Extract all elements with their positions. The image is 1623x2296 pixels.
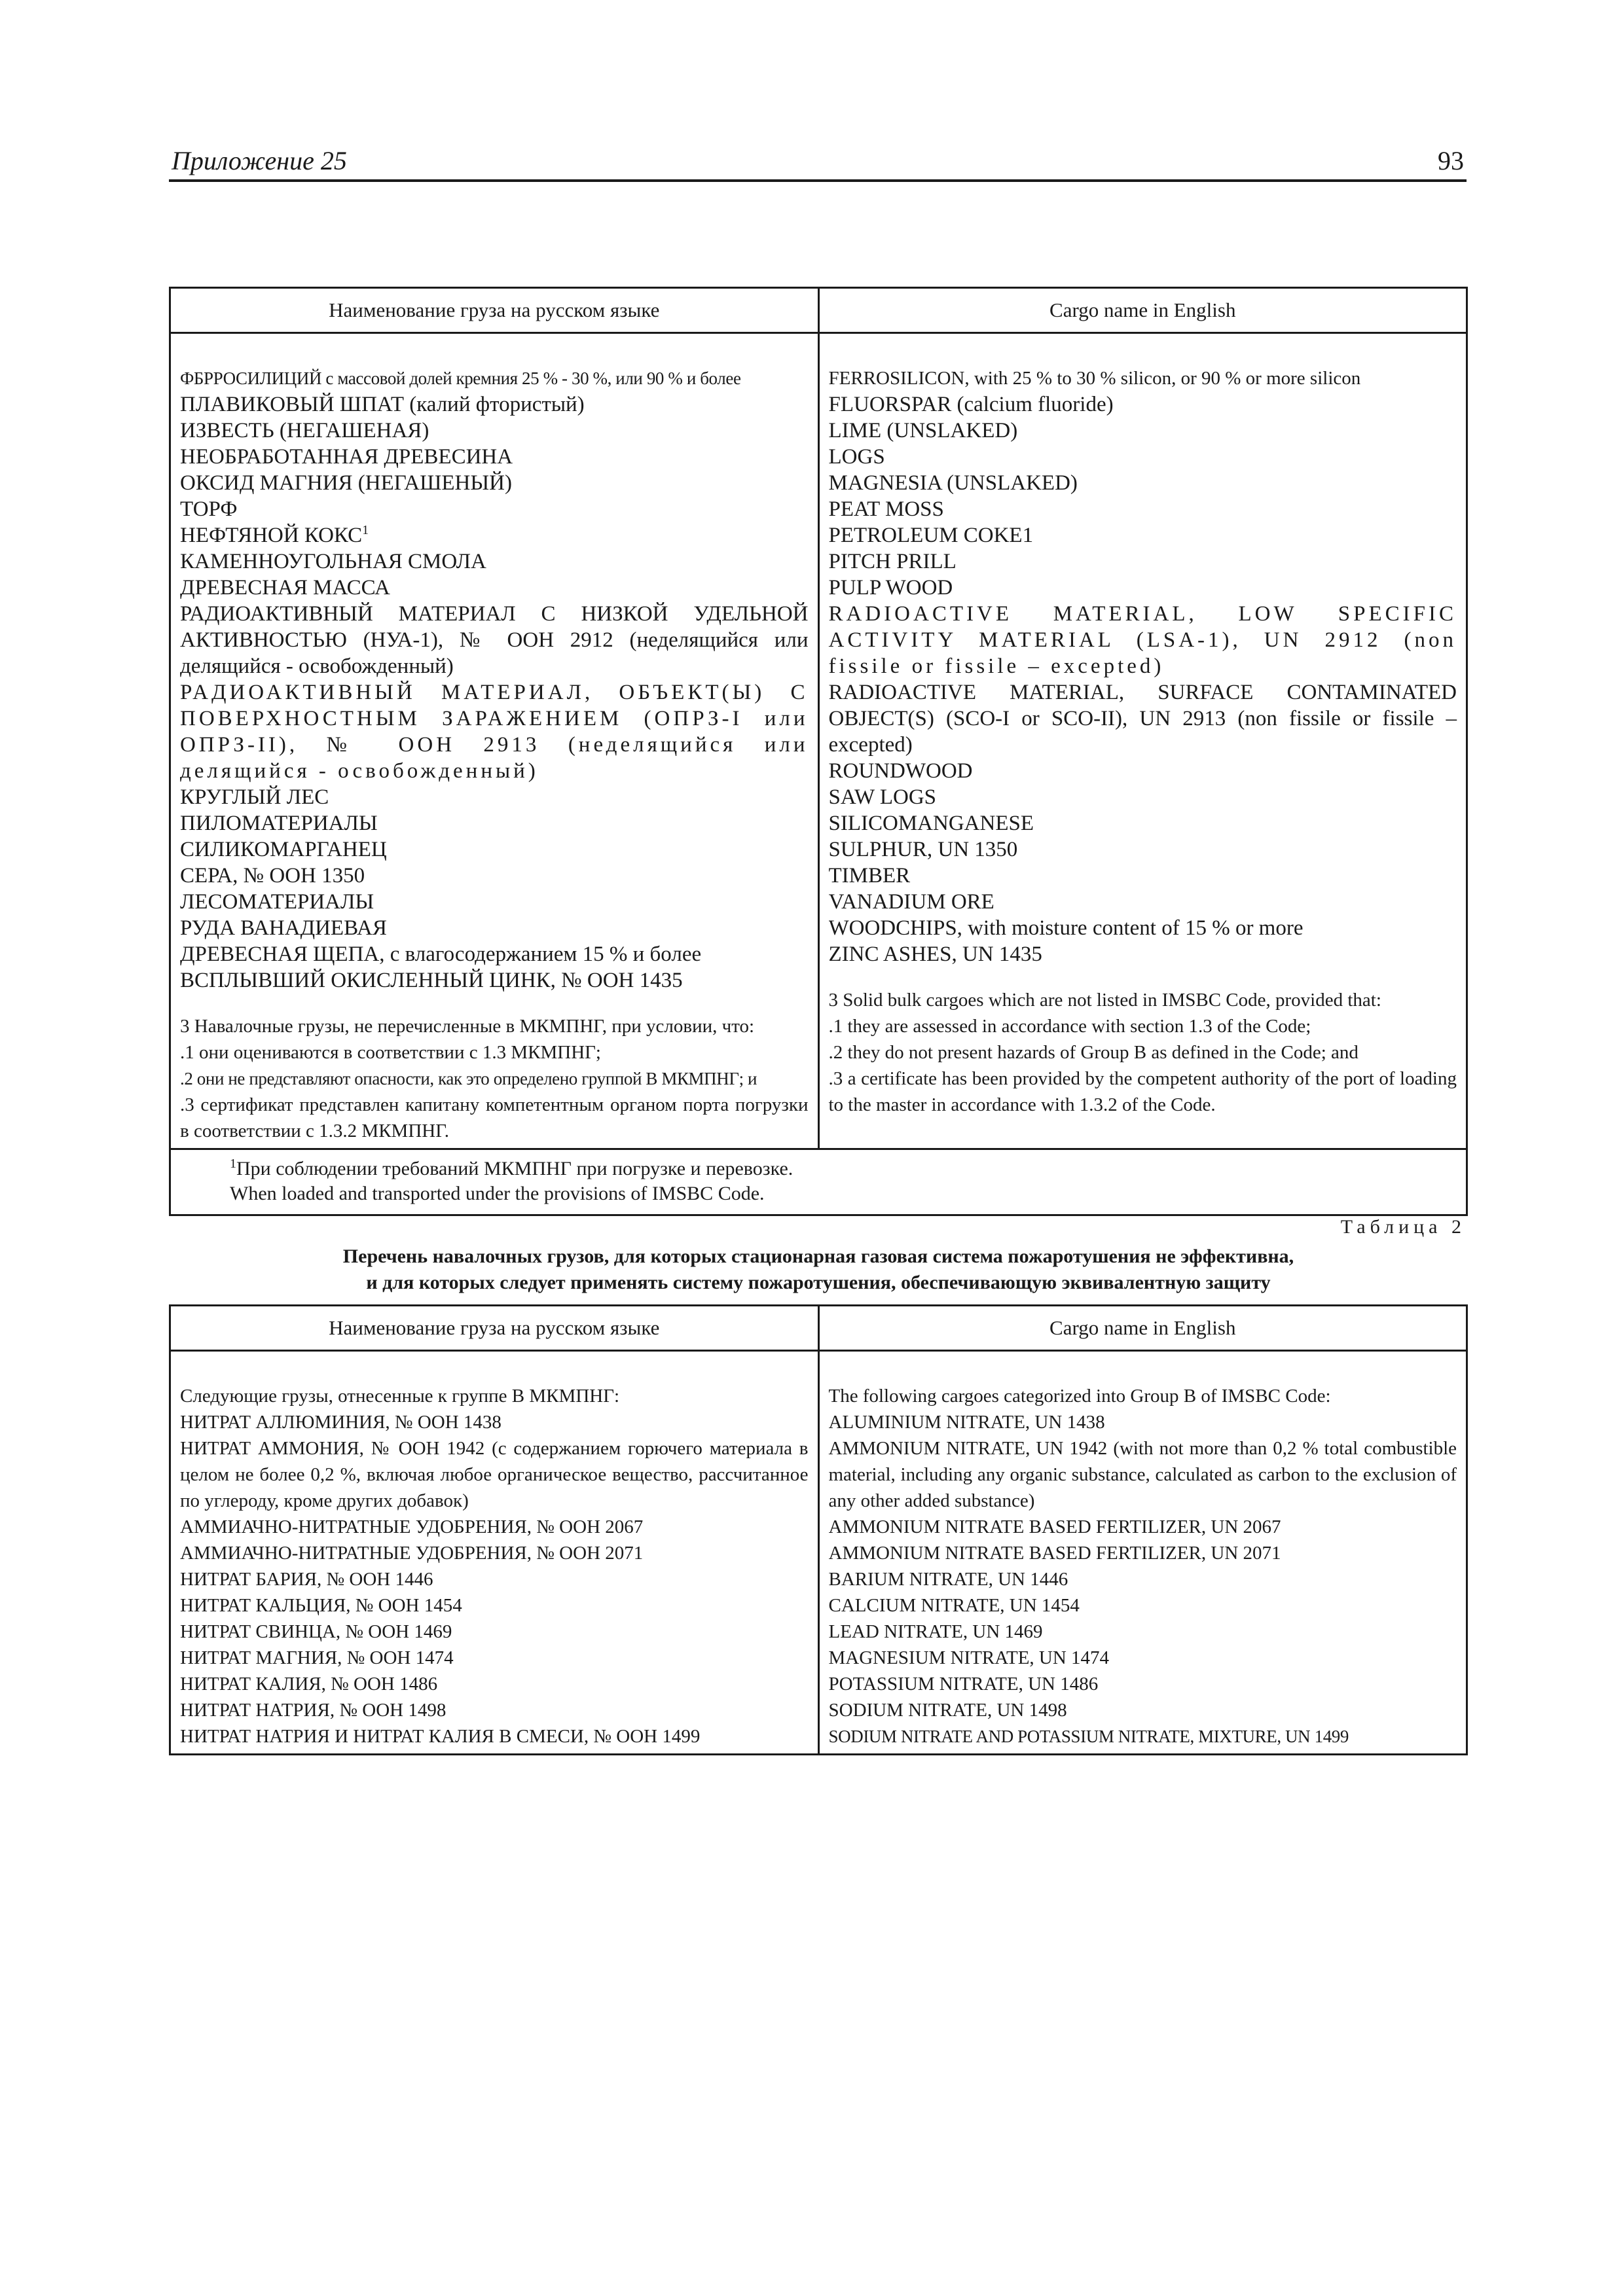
list-item: ROUNDWOOD [828,759,973,783]
ru-cargo-list [170,1351,819,1755]
list-item: КРУГЛЫЙ ЛЕС [180,785,329,809]
list-item: CALCIUM NITRATE, UN 1454 [828,1595,1080,1616]
note-line: 3 Solid bulk cargoes which are not listed in IMSBC Code, provided that: [828,990,1381,1011]
list-item: RADIOACTIVE MATERIAL, LOW SPECIFIC ACTIVITY MATERIAL (LSA-1), UN 2912 (non fissile or fissile – excepted) [828,602,1457,678]
list-item: LOGS [828,445,885,469]
table-header-row [170,1306,1467,1351]
list-item: ИЗВЕСТЬ (НЕГАШЕНАЯ) [180,419,429,442]
header-ru: Наименование груза на русском языке [170,288,819,333]
list-item: WOODCHIPS, with moisture content of 15 % or more [828,916,1304,940]
list-item: LIME (UNSLAKED) [828,419,1018,442]
en-cargo-list [818,1351,1467,1755]
note-line: .1 they are assessed in accordance with section 1.3 of the Code; [828,1016,1311,1037]
list-item: PEAT MOSS [828,497,944,521]
list-item: НИТРАТ КАЛИЯ, № ООН 1486 [180,1674,438,1695]
list-item: MAGNESIUM NITRATE, UN 1474 [828,1647,1110,1668]
list-item: SODIUM NITRATE AND POTASSIUM NITRATE, MIXTURE, UN 1499 [828,1727,1349,1746]
page-header [169,145,1467,182]
list-item: FLUORSPAR (calcium fluoride) [828,393,1114,416]
list-item: ВСПЛЫВШИЙ ОКИСЛЕННЫЙ ЦИНК, № ООН 1435 [180,969,683,992]
footnote-mark: 1 [230,1157,236,1171]
list-item: The following cargoes categorized into Group B of IMSBC Code: [828,1386,1331,1407]
list-item: ALUMINIUM NITRATE, UN 1438 [828,1412,1105,1433]
header-ru: Наименование груза на русском языке [170,1306,819,1351]
list-item: НИТРАТ БАРИЯ, № ООН 1446 [180,1569,433,1590]
table-body-row [170,333,1467,1149]
list-item: BARIUM NITRATE, UN 1446 [828,1569,1068,1590]
list-item: POTASSIUM NITRATE, UN 1486 [828,1674,1099,1695]
note-line: .3 a certificate has been provided by the competent authority of the port of loading to the master in accordance with 1.3.2 of the Code. [828,1068,1457,1115]
header-en: Cargo name in English [818,288,1467,333]
footnote-mark: 1 [362,523,369,537]
header-en: Cargo name in English [818,1306,1467,1351]
list-item: ТОРФ [180,497,238,521]
list-item: AMMONIUM NITRATE, UN 1942 (with not more than 0,2 % total combustible material, including any organic substance, calculated as carbon to the exclusion of any other added substance) [828,1438,1457,1511]
cargo-table-2 [169,1304,1468,1755]
list-item: AMMONIUM NITRATE BASED FERTILIZER, UN 2071 [828,1543,1281,1564]
list-item: RADIOACTIVE MATERIAL, SURFACE CONTAMINATED OBJECT(S) (SCO-I or SCO-II), UN 2913 (non fissile or fissile – excepted) [828,681,1457,757]
table-body-row [170,1351,1467,1755]
list-item: AMMONIUM NITRATE BASED FERTILIZER, UN 2067 [828,1516,1281,1537]
list-item: АММИАЧНО-НИТРАТНЫЕ УДОБРЕНИЯ, № ООН 2067 [180,1516,644,1537]
list-item: СИЛИКОМАРГАНЕЦ [180,838,387,861]
caption-line: Перечень навалочных грузов, для которых стационарная газовая система пожаротушения не эффективна, [342,1246,1294,1267]
list-item: ПИЛОМАТЕРИАЛЫ [180,812,378,835]
list-item: Следующие грузы, отнесенные к группе В МКМПНГ: [180,1386,620,1407]
list-item: PITCH PRILL [828,550,957,573]
caption-line: и для которых следует применять систему пожаротушения, обеспечивающую эквивалентную защиту [366,1272,1271,1293]
footnote-row [170,1149,1467,1215]
list-item: НИТРАТ КАЛЬЦИЯ, № ООН 1454 [180,1595,462,1616]
list-item: SULPHUR, UN 1350 [828,838,1018,861]
list-item: НИТРАТ СВИНЦА, № ООН 1469 [180,1621,452,1642]
list-item: РАДИОАКТИВНЫЙ МАТЕРИАЛ С НИЗКОЙ УДЕЛЬНОЙ АКТИВНОСТЬЮ (НУА-1), № ООН 2912 (неделящийся или делящийся - освобожденный) [180,602,809,678]
list-item: НИТРАТ АММОНИЯ, № ООН 1942 (с содержанием горючего материала в целом не более 0,2 %, включая любое органическое вещество, рассчитанное по углероду, кроме других добавок) [180,1438,809,1511]
list-item: ЛЕСОМАТЕРИАЛЫ [180,890,374,914]
list-item: FERROSILICON, with 25 % to 30 % silicon, or 90 % or more silicon [828,368,1361,389]
table-header-row [170,288,1467,333]
footnote [170,1149,1467,1215]
list-item: КАМЕННОУГОЛЬНАЯ СМОЛА [180,550,486,573]
note-line: 3 Навалочные грузы, не перечисленные в МКМПНГ, при условии, что: [180,1016,755,1037]
list-item: ДРЕВЕСНАЯ ЩЕПА, с влагосодержанием 15 % и более [180,942,702,966]
ru-cargo-list [170,333,819,1149]
list-item: ОКСИД МАГНИЯ (НЕГАШЕНЫЙ) [180,471,512,495]
list-item: АММИАЧНО-НИТРАТНЫЕ УДОБРЕНИЯ, № ООН 2071 [180,1543,644,1564]
appendix-title: Приложение 25 [172,146,347,175]
footnote-en: When loaded and transported under the provisions of IMSBC Code. [230,1183,765,1204]
list-item: PETROLEUM COKE1 [828,524,1034,547]
note-line: .2 they do not present hazards of Group B as defined in the Code; and [828,1042,1359,1063]
list-item: ФБРРОСИЛИЦИЙ с массовой долей кремния 25 % - 30 %, или 90 % и более [180,368,741,388]
page-number: 93 [1438,146,1464,175]
list-item: ZINC ASHES, UN 1435 [828,942,1042,966]
list-item: TIMBER [828,864,911,888]
list-item: РАДИОАКТИВНЫЙ МАТЕРИАЛ, ОБЪЕКТ(Ы) С ПОВЕРХНОСТНЫМ ЗАРАЖЕНИЕМ (ОПРЗ-I или ОПРЗ-II), № ООН 2913 (неделящийся или делящийся - освобожденный) [180,681,809,783]
list-item: НЕФТЯНОЙ КОКС$^1$ [180,523,369,547]
list-item: НИТРАТ МАГНИЯ, № ООН 1474 [180,1647,454,1668]
note-line: .3 сертификат представлен капитану компетентным органом порта погрузки в соответствии с 1.3.2 МКМПНГ. [180,1094,809,1141]
list-item: РУДА ВАНАДИЕВАЯ [180,916,387,940]
list-item: SODIUM NITRATE, UN 1498 [828,1700,1067,1721]
list-item: SILICOMANGANESE [828,812,1034,835]
list-item: LEAD NITRATE, UN 1469 [828,1621,1043,1642]
list-item: НИТРАТ НАТРИЯ И НИТРАТ КАЛИЯ В СМЕСИ, № ООН 1499 [180,1726,701,1747]
en-cargo-list [818,333,1467,1149]
table-caption [169,1244,1468,1296]
cargo-table-1 [169,287,1468,1216]
list-item: НИТРАТ АЛЛЮМИНИЯ, № ООН 1438 [180,1412,501,1433]
list-item: SAW LOGS [828,785,937,809]
list-item: ПЛАВИКОВЫЙ ШПАТ (калий фтористый) [180,393,585,416]
table-label: Таблица 2 [1340,1216,1466,1238]
list-item: MAGNESIA (UNSLAKED) [828,471,1078,495]
note-line: .2 они не представляют опасности, как это определено группой В МКМПНГ; и [180,1069,757,1088]
footnote-ru: $^1$При соблюдении требований МКМПНГ при погрузке и перевозке. [230,1157,793,1179]
list-item: НИТРАТ НАТРИЯ, № ООН 1498 [180,1700,447,1721]
list-item: СЕРА, № ООН 1350 [180,864,365,888]
list-item: PULP WOOD [828,576,953,600]
list-item: VANADIUM ORE [828,890,994,914]
note-line: .1 они оцениваются в соответствии с 1.3 МКМПНГ; [180,1042,601,1063]
list-item: ДРЕВЕСНАЯ МАССА [180,576,390,600]
list-item: НЕОБРАБОТАННАЯ ДРЕВЕСИНА [180,445,513,469]
